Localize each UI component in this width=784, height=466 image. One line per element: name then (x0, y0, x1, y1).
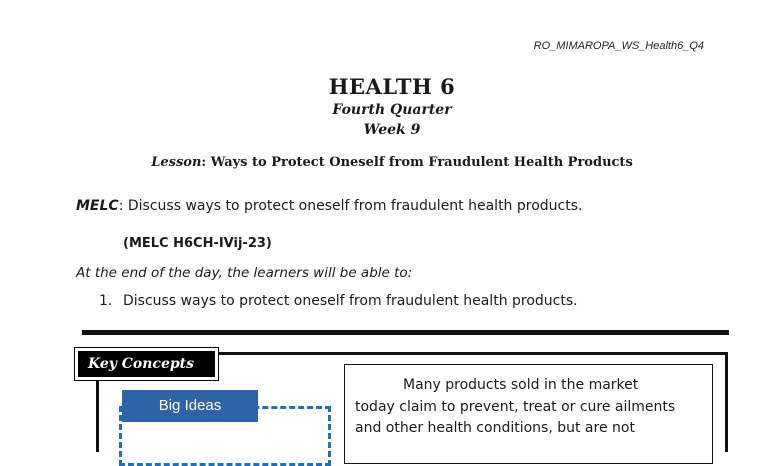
paragraph-line: today claim to prevent, treat or cure ailments (355, 398, 676, 415)
quarter-subtitle: Fourth Quarter (332, 102, 452, 118)
week-subtitle: Week 9 (363, 122, 421, 138)
lesson-separator: : (201, 155, 207, 170)
melc-separator: : (118, 198, 124, 214)
page-title: HEALTH 6 (328, 74, 456, 99)
lesson-heading (0, 155, 784, 170)
objective-text: Discuss ways to protect oneself from fraudulent health products. (123, 293, 578, 309)
key-concepts-label: Key Concepts (75, 348, 218, 380)
paragraph-line: Many products sold in the market (403, 377, 639, 393)
big-ideas-label: Big Ideas (122, 390, 258, 422)
key-concepts-text-box (344, 364, 713, 464)
paragraph-line: and other health conditions, but are not (355, 420, 635, 436)
melc-text: Discuss ways to protect oneself from fraudulent health products. (123, 198, 583, 214)
objectives-intro: At the end of the day, the learners will be able to: (76, 265, 413, 281)
objective-item (99, 293, 578, 309)
melc-code: (MELC H6CH-IVij-23) (123, 236, 272, 251)
lesson-title: Ways to Protect Oneself from Fraudulent Health Products (206, 155, 633, 170)
section-divider (82, 330, 729, 335)
lesson-label: Lesson (151, 155, 202, 170)
melc-line (76, 198, 582, 214)
objective-number: 1. (99, 293, 113, 309)
melc-label: MELC (76, 198, 119, 214)
document-code: RO_MIMAROPA_WS_Health6_Q4 (533, 40, 704, 52)
